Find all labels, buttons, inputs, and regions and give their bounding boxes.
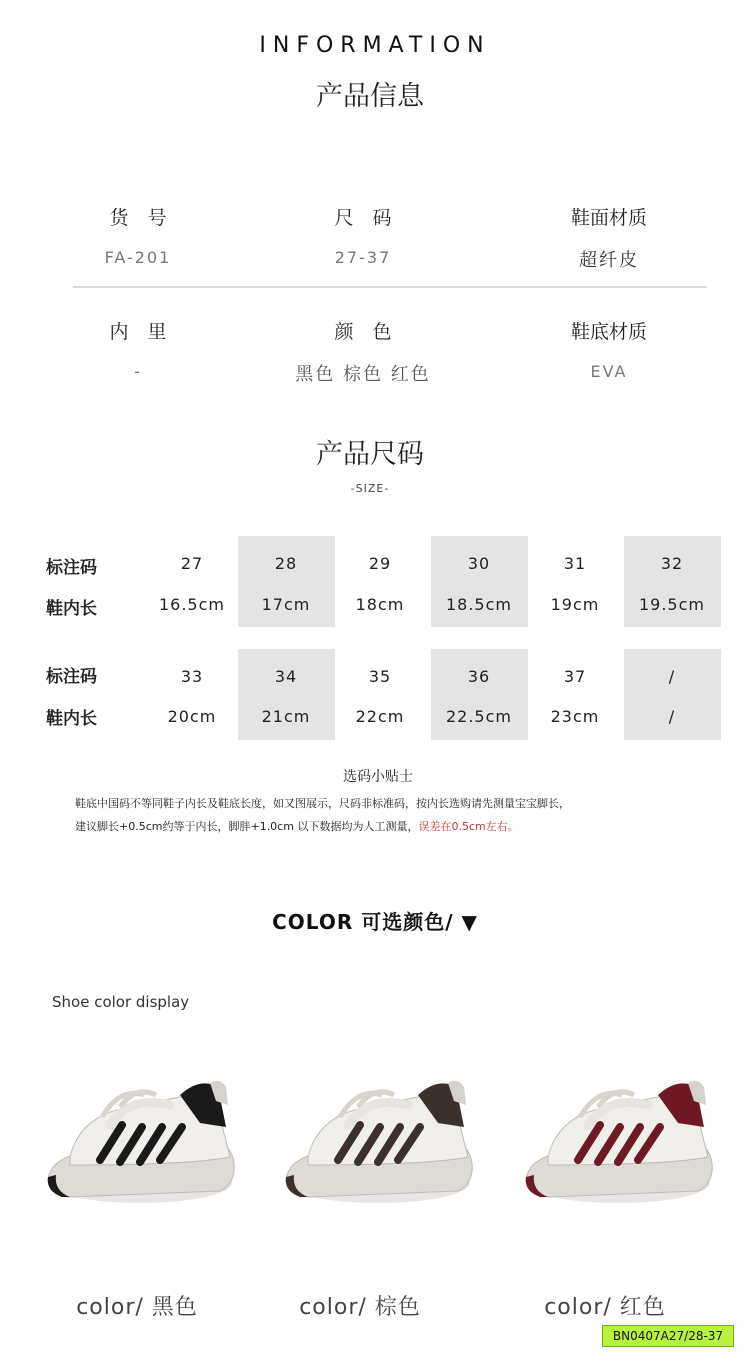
length-cell: 17cm (261, 595, 311, 614)
info-title-en: INFORMATION (259, 33, 491, 58)
size-cell: 31 (563, 554, 587, 573)
size-cell: 33 (180, 667, 204, 686)
spec-label-size: 尺 码 (334, 207, 392, 229)
color-caption-black: color/ 黑色 (76, 1295, 198, 1320)
length-cell: 19.5cm (638, 595, 705, 614)
length-cell: 22.5cm (445, 707, 512, 726)
spec-label-lining: 内 里 (109, 321, 167, 343)
size-title-en: -SIZE- (350, 482, 390, 495)
shoe-image-brown (278, 1065, 478, 1215)
row-label-size: 标注码 (46, 667, 97, 687)
spec-label-sole-material: 鞋底材质 (570, 321, 647, 343)
sku-label: BN0407A27/28-37 (602, 1325, 734, 1347)
spec-value-lining: - (134, 362, 142, 381)
tips-line-1: 鞋底中国码不等同鞋子内长及鞋底长度，如又图展示，尺码非标准码，按内长选购请先测量宝宝脚长， (75, 797, 570, 810)
length-cell: 19cm (550, 595, 600, 614)
size-cell: / (668, 667, 676, 686)
row-label-length: 鞋内长 (46, 709, 97, 729)
spec-value-color: 黑色 棕色 红色 (295, 364, 431, 385)
length-cell: 18cm (355, 595, 405, 614)
length-cell: 23cm (550, 707, 600, 726)
spec-label-item-no: 货 号 (109, 207, 167, 229)
size-cell: 28 (274, 554, 298, 573)
size-cell: 29 (368, 554, 392, 573)
size-cell: 30 (467, 554, 491, 573)
spec-value-sole-material: EVA (590, 362, 628, 381)
size-cell: 32 (660, 554, 684, 573)
spec-value-upper-material: 超纤皮 (579, 250, 639, 271)
length-cell: / (668, 707, 676, 726)
length-cell: 18.5cm (445, 595, 512, 614)
shaded-column (431, 649, 528, 740)
shoe-color-display-label: Shoe color display (52, 993, 190, 1011)
length-cell: 20cm (167, 707, 217, 726)
length-cell: 22cm (355, 707, 405, 726)
spec-value-size: 27-37 (334, 248, 392, 267)
size-cell: 27 (180, 554, 204, 573)
color-caption-red: color/ 红色 (544, 1295, 666, 1320)
size-cell: 34 (274, 667, 298, 686)
tips-error-note: 误差在0.5cm左右。 (418, 820, 519, 833)
spec-label-color: 颜 色 (334, 321, 392, 343)
shoe-image-black (40, 1065, 240, 1215)
shoe-image-red (518, 1065, 718, 1215)
shaded-column (238, 649, 335, 740)
row-label-size: 标注码 (46, 558, 97, 578)
spec-value-item-no: FA-201 (104, 248, 172, 267)
size-title-cn: 产品尺码 (316, 439, 424, 470)
tips-line-2-text: 建议脚长+0.5cm约等于内长，脚胖+1.0cm 以下数据均为人工测量， (75, 820, 419, 833)
info-title-cn: 产品信息 (316, 81, 424, 112)
size-cell: 35 (368, 667, 392, 686)
spec-divider (73, 286, 707, 288)
spec-label-upper-material: 鞋面材质 (570, 207, 647, 229)
size-cell: 37 (563, 667, 587, 686)
row-label-length: 鞋内长 (46, 599, 97, 619)
shaded-column (624, 649, 721, 740)
length-cell: 21cm (261, 707, 311, 726)
size-cell: 36 (467, 667, 491, 686)
color-caption-brown: color/ 棕色 (299, 1295, 421, 1320)
tips-line-2 (75, 818, 519, 834)
color-section-heading: COLOR 可选颜色/ ▼ (272, 910, 478, 934)
length-cell: 16.5cm (158, 595, 225, 614)
tips-title: 选码小贴士 (343, 769, 413, 785)
